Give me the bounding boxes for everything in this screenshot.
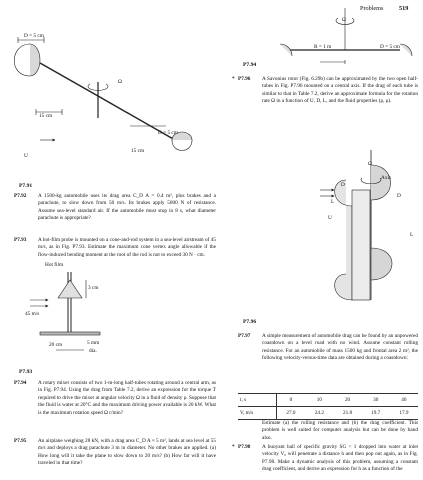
fig796-d-right: D (397, 193, 401, 199)
problem-text: A buoyant ball of specific gravity SG < 1 dropped into water at inlet velocity V₀ will penetrate a distance h and then pop out again, as in Fig. P7.98. Make a dynamic analysis of this problem, assuming a constant drag coefficient, and derive an expression for h as a function of the (262, 444, 418, 473)
cup-left-drawing (14, 37, 44, 76)
problem-number: P7.94 (14, 380, 27, 386)
table-header-row (238, 394, 418, 407)
fig791-length-left: 15 cm (39, 113, 53, 119)
fig793-velocity: 45 m/s (25, 311, 40, 317)
problem-number: P7.96 (238, 76, 251, 82)
problem-p7-98 (232, 444, 418, 474)
table-cell: 10 (305, 394, 333, 407)
problem-number: P7.95 (14, 438, 27, 444)
savonius-rotor-drawing (320, 150, 392, 300)
page-number: 519 (399, 5, 409, 12)
rotor-arm-left (40, 63, 98, 96)
table-row (238, 407, 418, 420)
problem-p7-94 (14, 380, 216, 417)
fig794-diameter: D = 5 cm (380, 44, 400, 50)
problem-number: P7.93 (14, 237, 27, 243)
problem-number: P7.97 (238, 333, 251, 339)
problem-star: * (232, 444, 235, 450)
fig794-radius: R = 1 m (314, 44, 332, 50)
fig796-d-upper: D (341, 182, 345, 188)
problem-p7-96 (232, 76, 418, 106)
table-cell: 19.7 (362, 407, 390, 420)
fig791-omega: Ω (118, 79, 122, 85)
problem-number: P7.98 (238, 444, 251, 450)
problem-text: A rotary mixer consists of two 1-m-long half-tubes rotating around a central arm, as in Fig. P7.94. Using the drag from Table 7.2, derive an expression for the torque T required to drive the mixer at angular velocity Ω in a fluid of density ρ. Suppose that the fluid is water at 20°C and the maximum driving power available is 20 kW. What is the maximum rotation speed Ω r/min? (38, 380, 216, 416)
problem-text: A simple measurement of automobile drag can be found by an unpowered coastdown on a level road with no wind. Assume constant rolling resistance. For an automobile of mass 1500 kg and frontal area 2 m², the following velocity-versus-time data are obtained during a coastdown: (262, 333, 418, 362)
problem-p7-97-continued (262, 420, 418, 442)
fig794-caption: P7.94 (243, 62, 257, 68)
fig793-height: 3 cm (88, 285, 99, 291)
fig791-caption: P7.91 (19, 183, 33, 189)
table-cell: 24.2 (305, 407, 333, 420)
problem-text: Estimate (a) the rolling resistance and (b) the drag coefficient. This problem is well suited for computer analysis but can be done by hand also. (262, 420, 418, 441)
fig791-length-right: 15 cm (131, 148, 145, 154)
fig793-hot-film: Hot film (45, 262, 64, 268)
problem-p7-95 (14, 438, 216, 468)
problem-p7-93 (14, 237, 216, 259)
table-cell: 21.8 (333, 407, 361, 420)
problem-star: * (232, 76, 235, 82)
fig791-velocity-u: U (24, 153, 28, 159)
table-cell: 0 (276, 394, 305, 407)
fig793-caption: P7.93 (19, 369, 33, 375)
fig796-caption: P7.96 (243, 319, 257, 325)
problem-text: A Savonius rotor (Fig. 6.29b) can be approximated by the two open half-tubes in Fig. P7.96 mounted on a central axis. If the drag of each tube is similar to that in Table 7.2, derive an approximate formula for the rotation rate Ω in a function of U, D, L, and the fluid properties (ρ, μ). (262, 76, 418, 105)
fig793-width: 20 cm (49, 342, 63, 348)
fig794-omega: Ω (342, 17, 346, 23)
fig791-diameter-right: D = 5 cm (158, 130, 178, 136)
table-cell: 30 (362, 394, 390, 407)
hot-film-probe-drawing (30, 272, 100, 350)
fig796-l-left: L (331, 199, 335, 205)
fig791-diameter-top: D = 5 cm (24, 33, 44, 39)
fig796-velocity-u: U (328, 215, 332, 221)
table-cell: 17.9 (390, 407, 418, 420)
problem-p7-92 (14, 193, 216, 223)
coastdown-table (238, 393, 418, 420)
fig796-omega: Ω (368, 161, 372, 167)
fig796-axis: Axis (381, 175, 392, 181)
rotary-mixer-drawing (280, 8, 412, 64)
fig793-dia: dia. (89, 348, 97, 354)
table-cell: t, s (238, 394, 276, 407)
fig793-rod-diameter: 5 mm (87, 340, 100, 346)
problem-number: P7.92 (14, 193, 27, 199)
problem-p7-97 (238, 333, 418, 363)
problem-text: An airplane weighing 28 kN, with a drag area C_D A ≈ 5 m², lands at sea level at 55 m/s and deploys a drag parachute 3 m in diameter. No other brakes are applied. (a) How long will it take the plane to slow down to 20 m/s? (b) How far will it have traveled in that time? (38, 438, 216, 467)
problem-text: A 1500-kg automobile uses its drag area C_D A = 0.4 m², plus brakes and a parachute, to slow down from 50 m/s. Its brakes apply 5000 N of resistance. Assume sea-level standard air. If the automobile must stop in 8 s, what diameter parachute is appropriate? (38, 193, 216, 222)
table-cell: 20 (333, 394, 361, 407)
fig796-l-right: L (410, 232, 414, 238)
section-title: Problems (360, 5, 384, 12)
table-cell: 27.0 (276, 407, 305, 420)
table-cell: 40 (390, 394, 418, 407)
problem-text: A hot-film probe is mounted on a cone-and-rod system in a sea-level airstream of 45 m/s, as in Fig. P7.93. Estimate the maximum cone vertex angle allowable if the flow-induced bending moment at the root of the rod is not to exceed 30 N · cm. (38, 237, 216, 258)
table-cell: V, m/s (238, 407, 276, 420)
